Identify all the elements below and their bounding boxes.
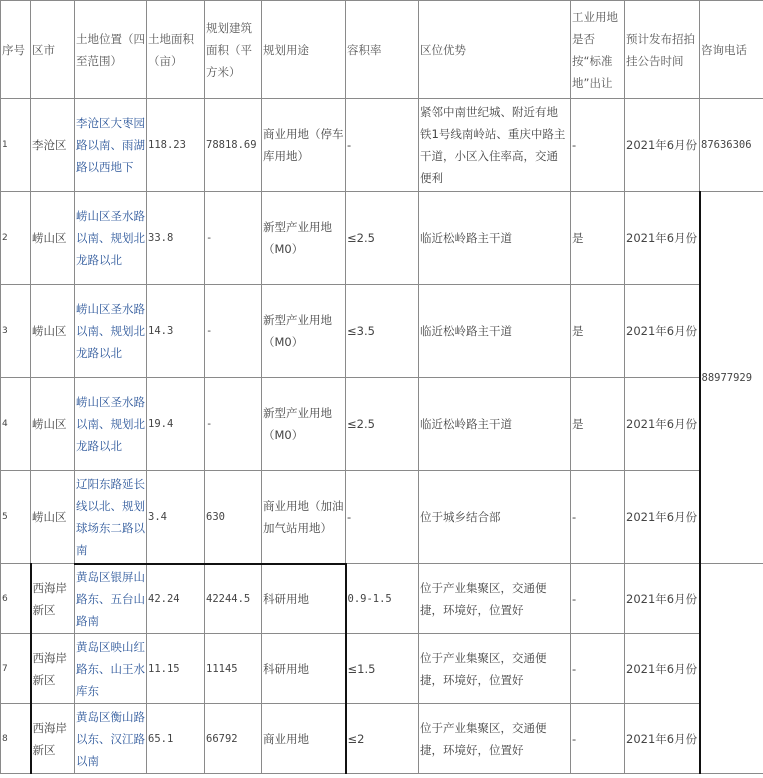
row-building-area: 42244.5 — [205, 564, 262, 634]
row-publish-time: 2021年6月份 — [625, 564, 700, 634]
table-row — [1, 564, 763, 634]
header-publish-time: 预计发布招拍挂公告时间 — [625, 1, 700, 99]
header-industrial: 工业用地是否按“标准地”出让 — [571, 1, 625, 99]
header-advantage: 区位优势 — [419, 1, 571, 99]
row-publish-time: 2021年6月份 — [625, 634, 700, 704]
row-location: 崂山区圣水路以南、规划北龙路以北 — [75, 285, 147, 378]
row-building-area: 66792 — [205, 704, 262, 774]
header-location: 土地位置（四至范围） — [75, 1, 147, 99]
row-area: 118.23 — [147, 99, 205, 192]
row-no: 7 — [1, 634, 31, 704]
row-area: 11.15 — [147, 634, 205, 704]
row-usage: 商业用地（加油加气站用地） — [262, 471, 346, 564]
table-row — [1, 192, 763, 285]
row-area: 19.4 — [147, 378, 205, 471]
row-building-area: 78818.69 — [205, 99, 262, 192]
row-building-area: 630 — [205, 471, 262, 564]
table-row — [1, 285, 763, 378]
row-usage: 科研用地 — [262, 634, 346, 704]
row-usage: 新型产业用地（M0） — [262, 378, 346, 471]
table-row — [1, 634, 763, 704]
header-phone: 咨询电话 — [700, 1, 763, 99]
row-far: ≤2.5 — [346, 378, 419, 471]
header-no: 序号 — [1, 1, 31, 99]
row-no: 2 — [1, 192, 31, 285]
row-advantage: 位于产业集聚区，交通便捷，环境好，位置好 — [419, 634, 571, 704]
row-far: - — [346, 471, 419, 564]
header-far: 容积率 — [346, 1, 419, 99]
row-far: - — [346, 99, 419, 192]
row-advantage: 位于城乡结合部 — [419, 471, 571, 564]
row-usage: 新型产业用地（M0） — [262, 285, 346, 378]
row-area: 42.24 — [147, 564, 205, 634]
empty-phone-cell — [700, 564, 763, 774]
row-phone: 87636306 — [700, 99, 763, 192]
row-district: 崂山区 — [31, 378, 75, 471]
row-advantage: 临近松岭路主干道 — [419, 285, 571, 378]
row-area: 33.8 — [147, 192, 205, 285]
row-location: 李沧区大枣园路以南、雨湖路以西地下 — [75, 99, 147, 192]
row-no: 3 — [1, 285, 31, 378]
row-district: 西海岸新区 — [31, 564, 75, 634]
row-location: 黄岛区衡山路以东、汉江路以南 — [75, 704, 147, 774]
row-advantage: 临近松岭路主干道 — [419, 192, 571, 285]
row-industrial: 是 — [571, 192, 625, 285]
row-location: 黄岛区银屏山路东、五台山路南 — [75, 564, 147, 634]
row-usage: 科研用地 — [262, 564, 346, 634]
row-industrial: - — [571, 471, 625, 564]
row-publish-time: 2021年6月份 — [625, 704, 700, 774]
header-district: 区市 — [31, 1, 75, 99]
header-row — [1, 1, 763, 99]
table-row — [1, 99, 763, 192]
row-no: 8 — [1, 704, 31, 774]
row-building-area: - — [205, 192, 262, 285]
row-no: 1 — [1, 99, 31, 192]
row-advantage: 位于产业集聚区，交通便捷，环境好，位置好 — [419, 564, 571, 634]
row-district: 崂山区 — [31, 285, 75, 378]
row-location: 辽阳东路延长线以北、规划球场东二路以南 — [75, 471, 147, 564]
row-publish-time: 2021年6月份 — [625, 285, 700, 378]
row-advantage: 位于产业集聚区，交通便捷，环境好，位置好 — [419, 704, 571, 774]
row-far: ≤2 — [346, 704, 419, 774]
header-area: 土地面积（亩） — [147, 1, 205, 99]
table-row — [1, 378, 763, 471]
row-district: 西海岸新区 — [31, 704, 75, 774]
row-publish-time: 2021年6月份 — [625, 99, 700, 192]
row-usage: 新型产业用地（M0） — [262, 192, 346, 285]
row-building-area: - — [205, 378, 262, 471]
row-district: 李沧区 — [31, 99, 75, 192]
row-location: 黄岛区映山红路东、山王水库东 — [75, 634, 147, 704]
merged-phone: 88977929 — [700, 192, 763, 564]
table-row — [1, 704, 763, 774]
row-no: 5 — [1, 471, 31, 564]
row-publish-time: 2021年6月份 — [625, 471, 700, 564]
row-district: 崂山区 — [31, 471, 75, 564]
header-building-area: 规划建筑面积（平方米） — [205, 1, 262, 99]
row-industrial: - — [571, 564, 625, 634]
row-usage: 商业用地（停车库用地） — [262, 99, 346, 192]
row-building-area: 11145 — [205, 634, 262, 704]
row-no: 4 — [1, 378, 31, 471]
row-industrial: 是 — [571, 285, 625, 378]
row-location: 崂山区圣水路以南、规划北龙路以北 — [75, 378, 147, 471]
row-usage: 商业用地 — [262, 704, 346, 774]
header-usage: 规划用途 — [262, 1, 346, 99]
table-row — [1, 471, 763, 564]
row-publish-time: 2021年6月份 — [625, 192, 700, 285]
row-advantage: 紧邻中南世纪城、附近有地铁1号线南岭站、重庆中路主干道，小区入住率高，交通便利 — [419, 99, 571, 192]
row-district: 西海岸新区 — [31, 634, 75, 704]
row-building-area: - — [205, 285, 262, 378]
row-far: ≤2.5 — [346, 192, 419, 285]
row-location: 崂山区圣水路以南、规划北龙路以北 — [75, 192, 147, 285]
row-industrial: - — [571, 704, 625, 774]
row-industrial: - — [571, 634, 625, 704]
row-far: ≤1.5 — [346, 634, 419, 704]
row-publish-time: 2021年6月份 — [625, 378, 700, 471]
row-industrial: - — [571, 99, 625, 192]
row-area: 65.1 — [147, 704, 205, 774]
row-far: 0.9-1.5 — [346, 564, 419, 634]
row-area: 14.3 — [147, 285, 205, 378]
row-district: 崂山区 — [31, 192, 75, 285]
row-far: ≤3.5 — [346, 285, 419, 378]
row-area: 3.4 — [147, 471, 205, 564]
row-advantage: 临近松岭路主干道 — [419, 378, 571, 471]
row-industrial: 是 — [571, 378, 625, 471]
row-no: 6 — [1, 564, 31, 634]
